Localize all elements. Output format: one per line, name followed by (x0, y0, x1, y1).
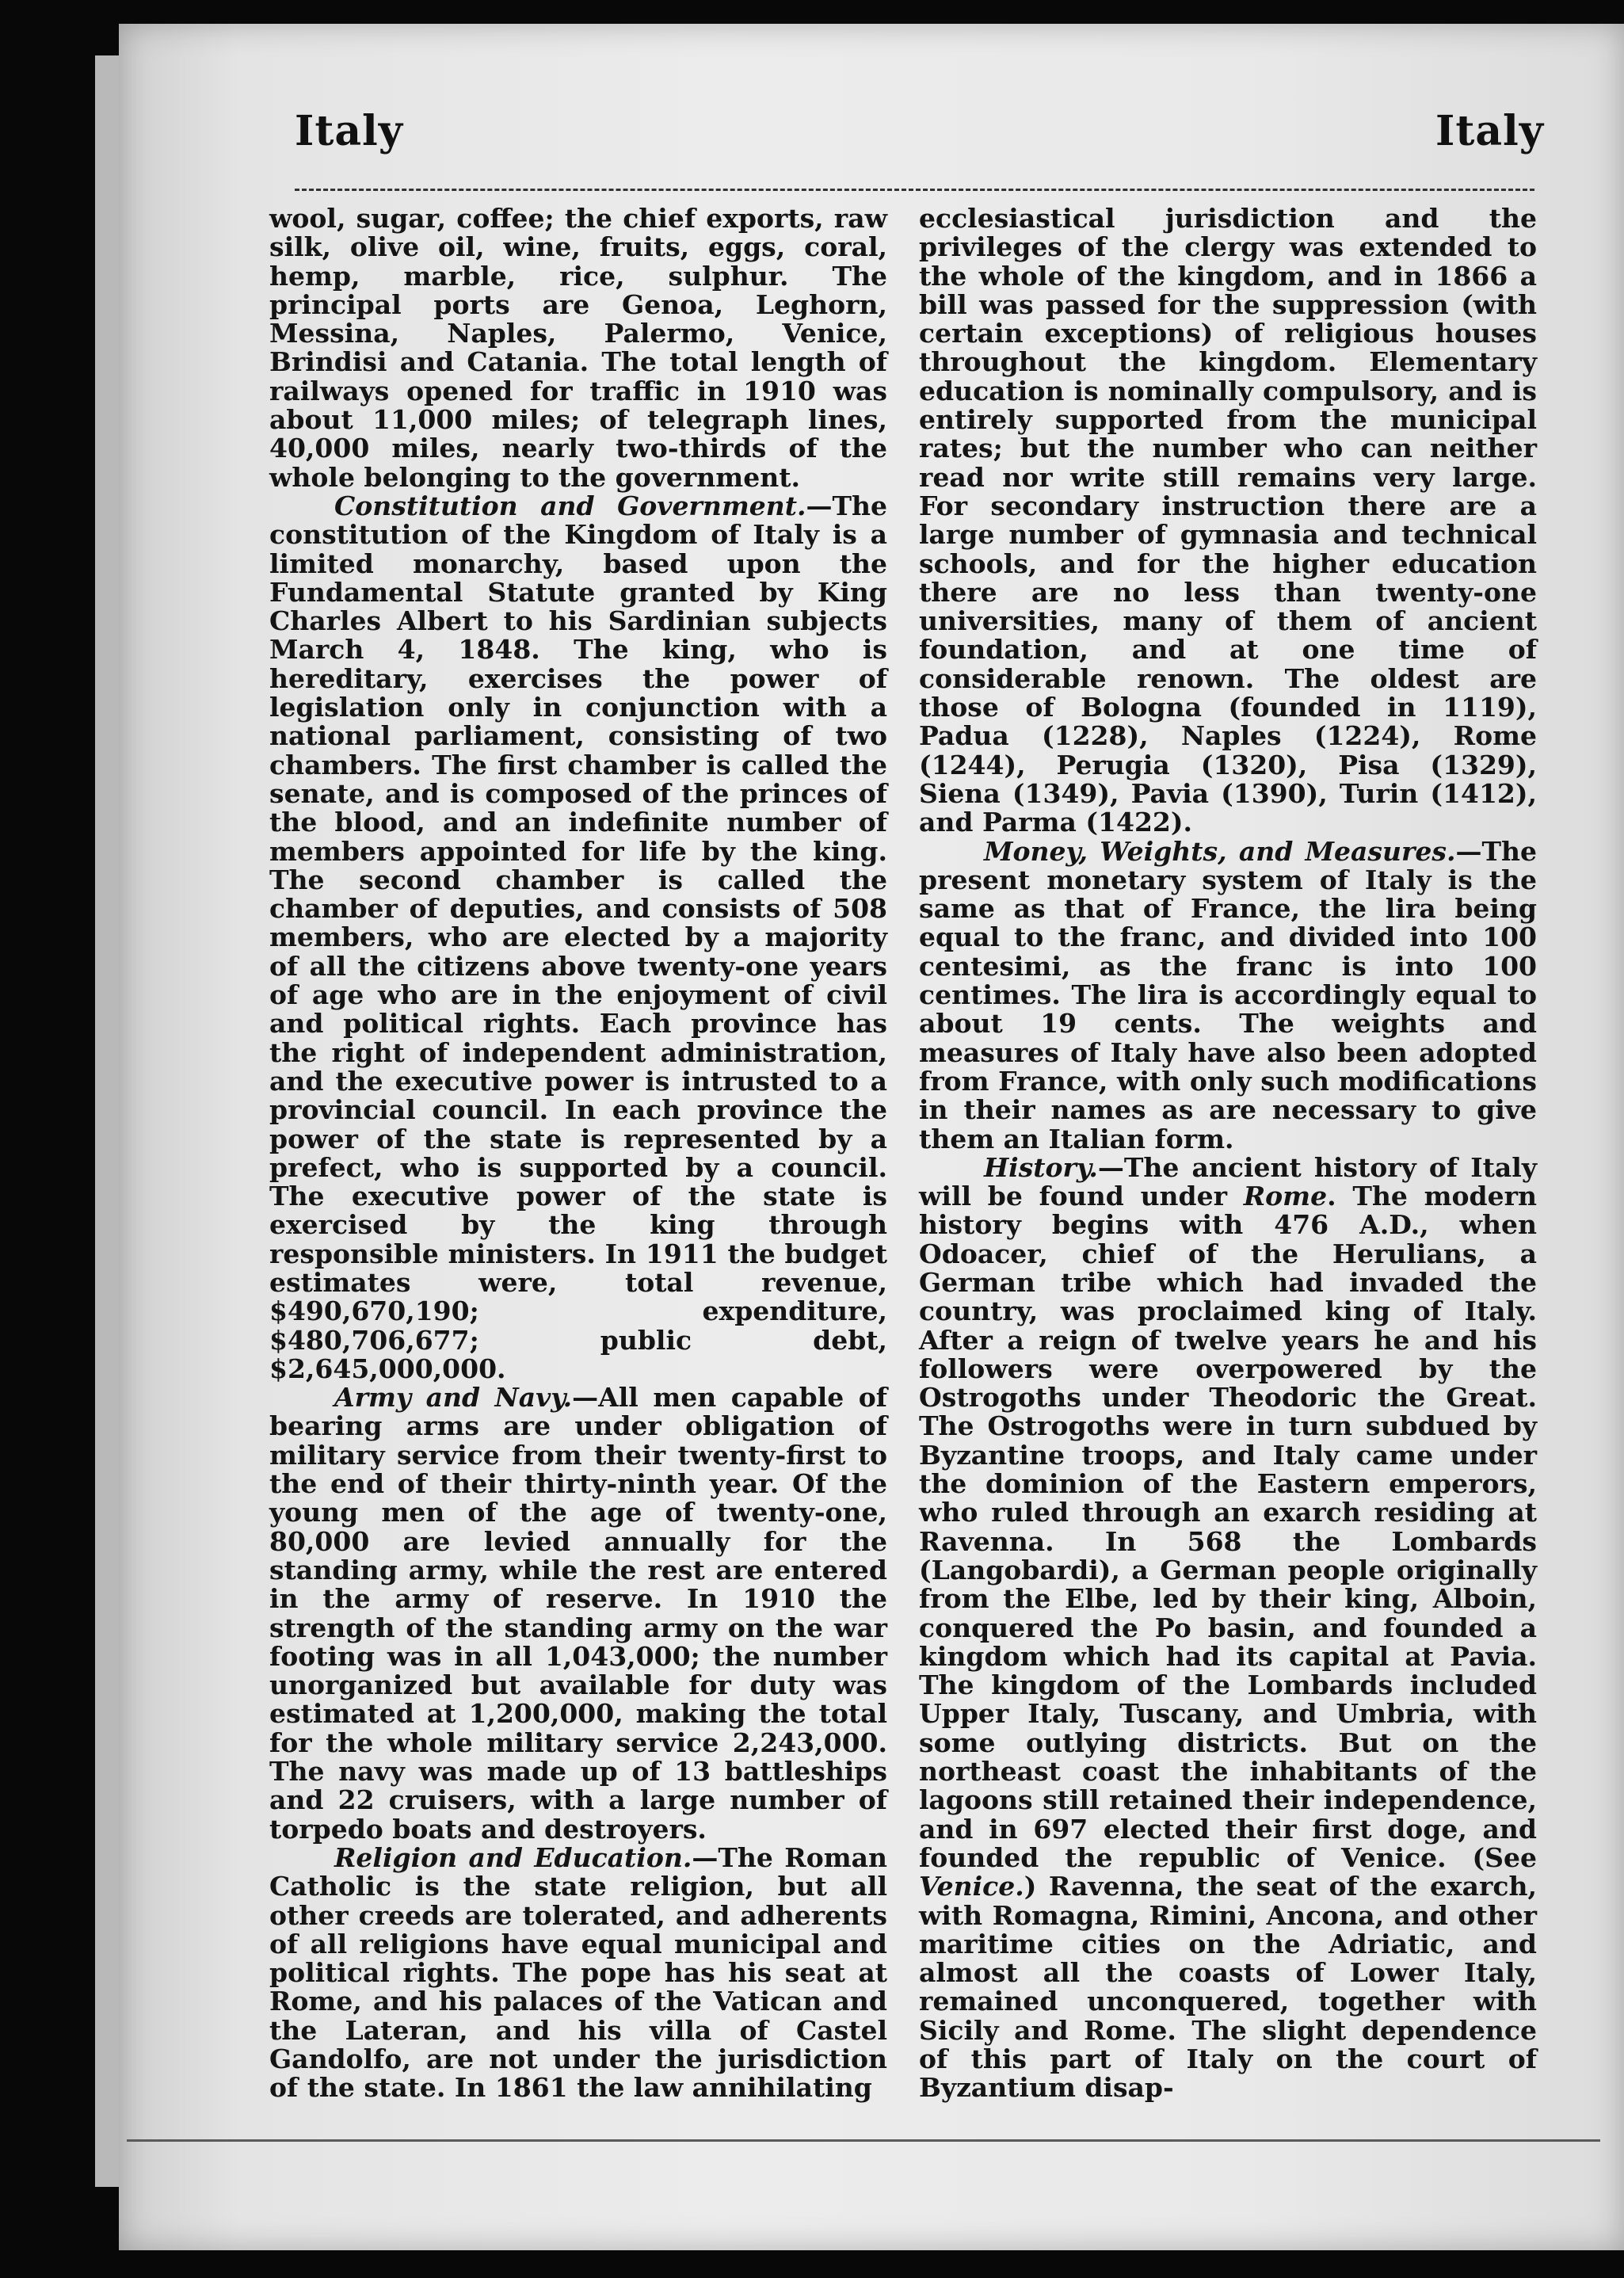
section-text: ) Ravenna, the seat of the exarch, with Romagna, Rimini, Ancona, and other maritime cities on the Adriatic, and almost all the coasts of Lower Italy, remained unconquered, together with Sicily and Rome. The slight dependence of this part of Italy on the court of Byzantium disap- (919, 1871, 1537, 2104)
cross-reference-rome: Rome (1243, 1181, 1328, 1212)
section-money-weights (919, 835, 1537, 1154)
section-text: —All men capable of bearing arms are under obligation of military service from their twenty-first to the end of their thirty-ninth year. Of the young men of the age of twenty-one, 80,000 are levied annually for the standing army, while the rest are entered in the army of reserve. In 1910 the strength of the standing army on the war footing was in all 1,043,000; the number unorganized but available for duty was estimated at 1,200,000, making the total for the whole military service 2,243,000. The navy was made up of 13 battleships and 22 cruisers, with a large number of torpedo boats and destroyers. (269, 1382, 888, 1845)
paragraph-trade: wool, sugar, coffee; the chief exports, raw silk, olive oil, wine, fruits, eggs, coral, hemp, marble, rice, sulphur. The principal ports are Genoa, Leghorn, Messina, Naples, Palermo, Venice, Brindisi and Catania. The total length of railways opened for traffic in 1910 was about 11,000 miles; of telegraph lines, 40,000 miles, nearly two-thirds of the whole belonging to the government. (269, 203, 887, 493)
section-history (919, 1151, 1537, 2104)
section-heading: Religion and Education. (334, 1841, 692, 1873)
section-army-navy (269, 1383, 887, 1844)
section-text: —The Roman Catholic is the state religion, but all other creeds are tolerated, and adherents of all religions have equal municipal and political rights. The pope has his seat at Rome, and his palaces of the Vatican and the Lateran, and his villa of Castel Gandolfo, are not under the jurisdiction of the state. In 1861 the law annihilating (269, 1841, 888, 2104)
page-bottom-edge (127, 2139, 1600, 2173)
left-column (269, 203, 888, 2104)
section-text: —The constitution of the Kingdom of Italy is a limited monarchy, based upon the Fundamental Statute granted by King Charles Albert to his Sardinian subjects March 4, 1848. The king, who is hereditary, exercises the power of legislation only in conjunction with a national parliament, consisting of two chambers. The first chamber is called the senate, and is composed of the princes of the blood, and an indefinite number of members appointed for life by the king. The second chamber is called the chamber of deputies, and consists of 508 members, who are elected by a majority of all the citizens above twenty-one years of age who are in the enjoyment of civil and political rights. Each province has the right of independent administration, and the executive power is intrusted to a provincial council. In each province the power of the state is represented by a prefect, who is supported by a council. The executive power of the state is exercised by the king through responsible ministers. In 1911 the budget estimates were, total revenue, $490,670,190; expenditure, $480,706,677; public debt, $2,645,000,000. (269, 490, 887, 1384)
section-heading: Army and Navy. (334, 1382, 573, 1414)
section-religion-education (269, 1841, 888, 2104)
section-heading: Money, Weights, and Measures. (984, 835, 1456, 867)
section-heading: History. (984, 1151, 1098, 1183)
right-column (919, 203, 1537, 2104)
section-heading: Constitution and Government. (334, 490, 806, 521)
section-constitution (269, 492, 887, 1383)
section-text: —The ancient history of Italy will be found under (919, 1151, 1537, 1212)
running-head-right: Italy (1435, 107, 1545, 155)
running-head-left: Italy (295, 107, 404, 155)
paragraph-education-continued: ecclesiastical jurisdiction and the privileges of the clergy was extended to the whole of the kingdom, and in 1866 a bill was passed for the suppression (with certain exceptions) of religious houses throughout the kingdom. Elementary education is nominally compulsory, and is entirely supported from the municipal rates; but the number who can neither read nor write still remains very large. For secondary instruction there are a large number of gymnasia and technical schools, and for the higher education there are no less than twenty-one universities, many of them of ancient foundation, and at one time of considerable renown. The oldest are those of Bologna (founded in 1119), Padua (1228), Naples (1224), Rome (1244), Perugia (1320), Pisa (1329), Siena (1349), Pavia (1390), Turin (1412), and Parma (1422). (919, 203, 1537, 838)
cross-reference-venice: Venice. (919, 1871, 1024, 1902)
section-text: . The modern history begins with 476 A.D., when Odoacer, chief of the Herulians, a German tribe which had invaded the country, was proclaimed king of Italy. After a reign of twelve years he and his followers were overpowered by the Ostrogoths under Theodoric the Great. The Ostrogoths were in turn subdued by Byzantine troops, and Italy came under the dominion of the Eastern emperors, who ruled through an exarch residing at Ravenna. In 568 the Lombards (Langobardi), a German people originally from the Elbe, led by their king, Alboin, conquered the Po basin, and founded a kingdom which had its capital at Pavia. The kingdom of the Lombards included Upper Italy, Tuscany, and Umbria, with some outlying districts. But on the northeast coast the inhabitants of the lagoons still retained their independence, and in 697 elected their first doge, and founded the republic of Venice. (See (919, 1181, 1537, 1873)
section-text: —The present monetary system of Italy is the same as that of France, the lira being equal to the franc, and divided into 100 centesimi, as the franc is into 100 centimes. The lira is accordingly equal to about 19 cents. The weights and measures of Italy have also been adopted from France, with only such modifications in their names as are necessary to give them an Italian form. (919, 835, 1537, 1154)
header-rule (295, 189, 1534, 191)
